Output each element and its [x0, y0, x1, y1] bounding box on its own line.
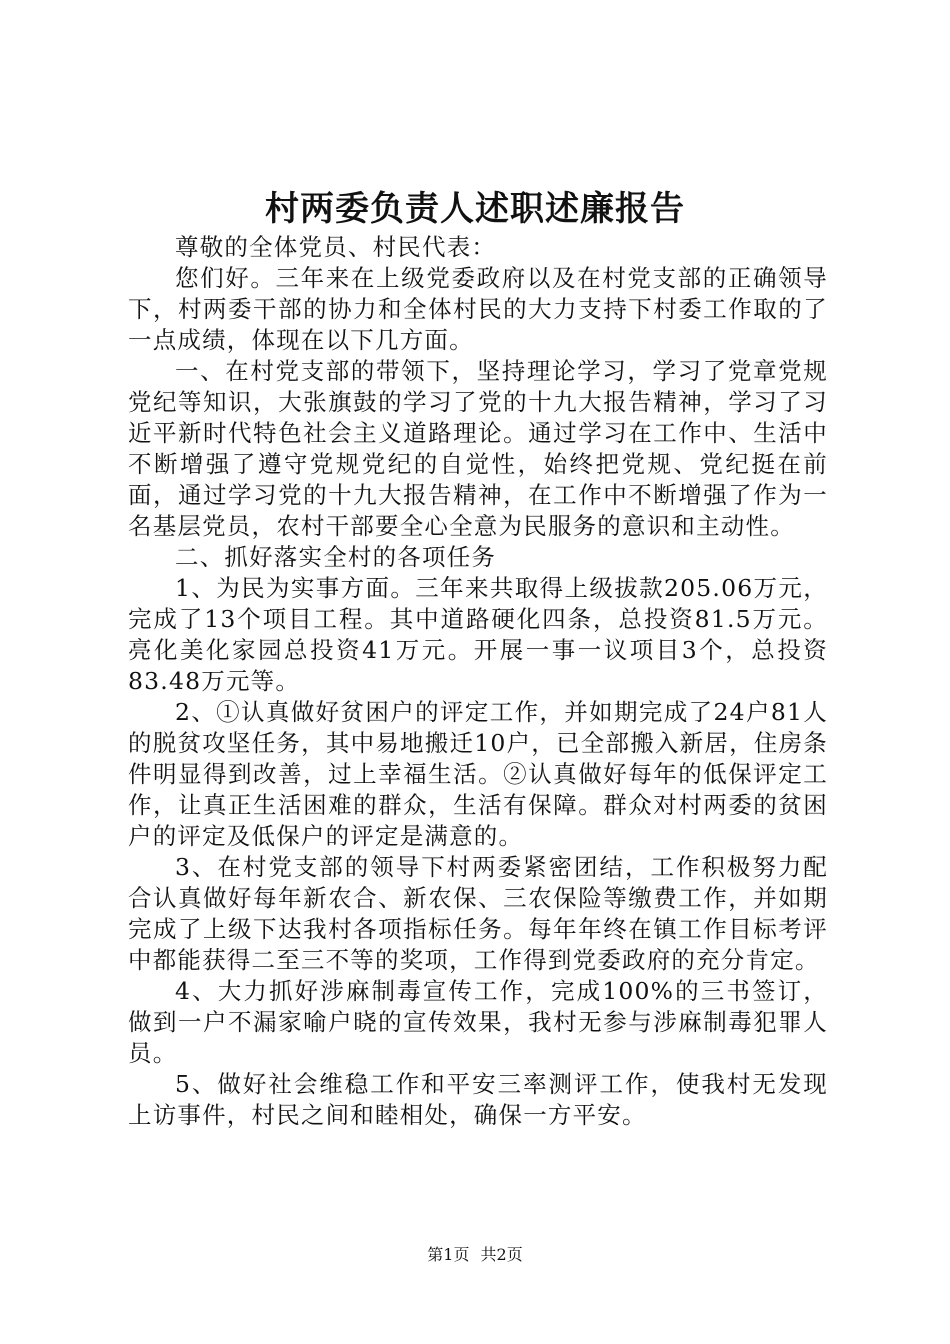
document-title: 村两委负责人述职述廉报告 — [265, 189, 685, 229]
section-one-paragraph: 一、在村党支部的带领下，坚持理论学习，学习了党章党规党纪等知识，大张旗鼓的学习了党的十九大报告精神，学习了习近平新时代特色社会主义道路理论。通过学习在工作中、生活中不断增强了遵守党规党纪的自觉性，始终把党规、党纪挺在前面，通过学习党的十九大报告精神，在工作中不断增强了作为一名基层党员，农村干部要全心全意为民服务的意识和主动性。 — [128, 357, 828, 540]
item-one-paragraph: 1、为民为实事方面。三年来共取得上级拔款205.06万元，完成了13个项目工程。其中道路硬化四条，总投资81.5万元。亮化美化家园总投资41万元。开展一事一议项目3个，总投资83.48万元等。 — [128, 574, 828, 695]
page-number-total: 共2页 — [480, 1245, 523, 1264]
opening-paragraph: 您们好。三年来在上级党委政府以及在村党支部的正确领导下，村两委干部的协力和全体村民的大力支持下村委工作取的了一点成绩，体现在以下几方面。 — [128, 264, 828, 354]
item-five-paragraph: 5、做好社会维稳工作和平安三率测评工作，使我村无发现上访事件，村民之间和睦相处，确保一方平安。 — [128, 1070, 828, 1129]
page-footer — [0, 1244, 950, 1266]
page-number-current: 第1页 — [427, 1245, 470, 1264]
item-two-paragraph: 2、①认真做好贫困户的评定工作，并如期完成了24户81人的脱贫攻坚任务，其中易地搬迁10户，已全部搬入新居，住房条件明显得到改善，过上幸福生活。②认真做好每年的低保评定工作，让真正生活困难的群众，生活有保障。群众对村两委的贫困户的评定及低保户的评定是满意的。 — [128, 698, 828, 850]
document-body — [128, 232, 828, 1131]
item-three-paragraph: 3、在村党支部的领导下村两委紧密团结，工作积极努力配合认真做好每年新农合、新农保、三农保险等缴费工作，并如期完成了上级下达我村各项指标任务。每年年终在镇工作目标考评中都能获得二至三不等的奖项，工作得到党委政府的充分肯定。 — [128, 853, 828, 974]
section-two-heading: 二、抓好落实全村的各项任务 — [175, 543, 497, 571]
greeting-paragraph: 尊敬的全体党员、村民代表： — [175, 233, 497, 261]
item-four-paragraph: 4、大力抓好涉麻制毒宣传工作，完成100%的三书签订，做到一户不漏家喻户晓的宣传效果，我村无参与涉麻制毒犯罪人员。 — [128, 977, 828, 1067]
